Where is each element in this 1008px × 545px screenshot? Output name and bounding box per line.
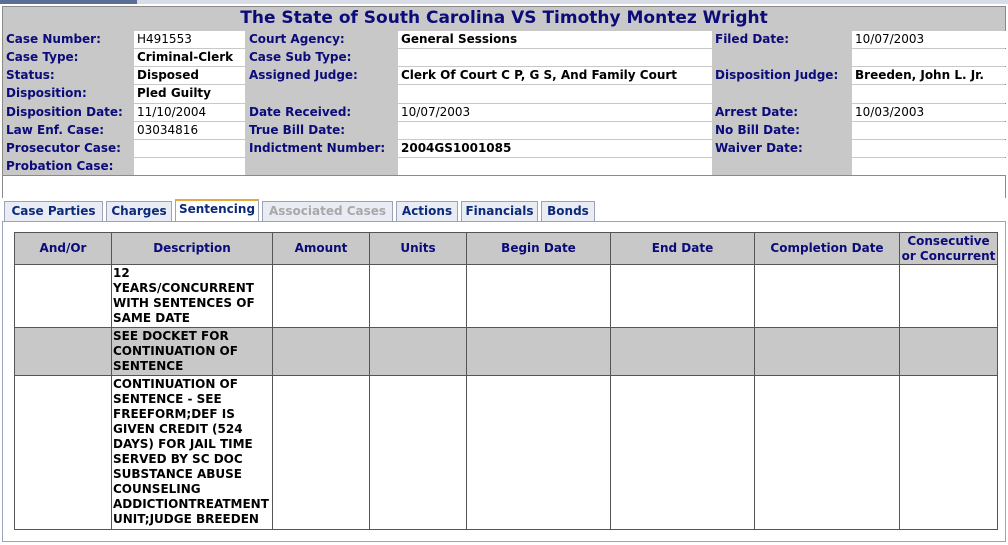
value-indictment-number: 2004GS1001085 xyxy=(398,140,715,157)
column-header-end-date: End Date xyxy=(611,233,755,265)
label-blank-1-2 xyxy=(712,49,852,66)
table-cell xyxy=(467,328,611,376)
sentence-description: CONTINUATION OF SENTENCE - SEE FREEFORM;DEF IS GIVEN CREDIT (524 DAYS) FOR JAIL TIME SERVED BY SC DOC SUBSTANCE ABUSE COUNSELING ADDICTIONTREATMENT UNIT;JUDGE BREEDEN xyxy=(112,376,273,530)
label-date-received: Date Received: xyxy=(246,104,398,121)
value-case-type: Criminal-Clerk xyxy=(134,49,245,66)
table-cell xyxy=(900,376,998,530)
column-header-and-or: And/Or xyxy=(15,233,112,265)
table-cell xyxy=(755,376,900,530)
table-cell xyxy=(611,265,755,328)
table-cell xyxy=(370,265,467,328)
value-blank-7-2 xyxy=(852,158,1007,175)
label-true-bill-date: True Bill Date: xyxy=(246,122,398,139)
column-header-units: Units xyxy=(370,233,467,265)
value-waiver-date xyxy=(852,140,1007,157)
sentence-description: SEE DOCKET FOR CONTINUATION OF SENTENCE xyxy=(112,328,273,376)
label-court-agency: Court Agency: xyxy=(246,31,398,48)
column-header-consecutive-or-concurrent: Consecutive or Concurrent xyxy=(900,233,998,265)
label-assigned-judge: Assigned Judge: xyxy=(246,67,398,84)
table-cell xyxy=(15,265,112,328)
label-law-enf-case: Law Enf. Case: xyxy=(3,122,134,139)
value-blank-7-1 xyxy=(398,158,715,175)
value-blank-3-1 xyxy=(398,85,715,103)
label-status: Status: xyxy=(3,67,134,84)
label-arrest-date: Arrest Date: xyxy=(712,104,852,121)
table-cell xyxy=(15,376,112,530)
table-row xyxy=(15,328,998,376)
value-disposition-judge: Breeden, John L. Jr. xyxy=(852,67,1007,84)
label-no-bill-date: No Bill Date: xyxy=(712,122,852,139)
table-cell xyxy=(755,265,900,328)
table-row xyxy=(15,265,998,328)
table-cell xyxy=(273,265,370,328)
tab-case-parties[interactable]: Case Parties xyxy=(4,201,103,221)
value-case-number: H491553 xyxy=(134,31,245,48)
value-date-received: 10/07/2003 xyxy=(398,104,715,121)
label-prosecutor-case: Prosecutor Case: xyxy=(3,140,134,157)
tab-actions[interactable]: Actions xyxy=(396,201,458,221)
tab-sentencing[interactable]: Sentencing xyxy=(175,199,259,221)
table-cell xyxy=(900,265,998,328)
table-cell xyxy=(467,376,611,530)
column-header-begin-date: Begin Date xyxy=(467,233,611,265)
table-cell xyxy=(467,265,611,328)
column-header-completion-date: Completion Date xyxy=(755,233,900,265)
table-cell xyxy=(273,376,370,530)
value-blank-1-2 xyxy=(852,49,1007,66)
label-case-sub-type: Case Sub Type: xyxy=(246,49,398,66)
case-title: The State of South Carolina VS Timothy Montez Wright xyxy=(240,8,768,28)
table-cell xyxy=(611,328,755,376)
value-case-sub-type xyxy=(398,49,715,66)
tab-financials[interactable]: Financials xyxy=(461,201,538,221)
top-strip-tab xyxy=(0,0,137,4)
label-case-type: Case Type: xyxy=(3,49,134,66)
column-header-description: Description xyxy=(112,233,273,265)
value-court-agency: General Sessions xyxy=(398,31,715,48)
value-blank-3-2 xyxy=(852,85,1007,103)
spacer xyxy=(2,176,1006,198)
tab-bonds[interactable]: Bonds xyxy=(541,201,595,221)
tab-charges[interactable]: Charges xyxy=(106,201,172,221)
table-cell xyxy=(370,376,467,530)
tab-associated-cases: Associated Cases xyxy=(262,201,393,221)
label-filed-date: Filed Date: xyxy=(712,31,852,48)
label-disposition: Disposition: xyxy=(3,85,134,103)
table-cell xyxy=(611,376,755,530)
label-case-number: Case Number: xyxy=(3,31,134,48)
label-disposition-date: Disposition Date: xyxy=(3,104,134,121)
value-arrest-date: 10/03/2003 xyxy=(852,104,1007,121)
label-blank-3-1 xyxy=(246,85,398,103)
value-no-bill-date xyxy=(852,122,1007,139)
top-strip xyxy=(0,0,1008,4)
table-cell xyxy=(370,328,467,376)
label-disposition-judge: Disposition Judge: xyxy=(712,67,852,84)
label-probation-case: Probation Case: xyxy=(3,158,134,175)
table-row xyxy=(15,376,998,530)
value-law-enf-case: 03034816 xyxy=(134,122,245,139)
value-filed-date: 10/07/2003 xyxy=(852,31,1007,48)
value-status: Disposed xyxy=(134,67,245,84)
column-header-amount: Amount xyxy=(273,233,370,265)
label-blank-7-1 xyxy=(246,158,398,175)
table-cell xyxy=(900,328,998,376)
label-blank-7-2 xyxy=(712,158,852,175)
value-prosecutor-case xyxy=(134,140,245,157)
value-true-bill-date xyxy=(398,122,715,139)
value-disposition-date: 11/10/2004 xyxy=(134,104,245,121)
sentence-description: 12 YEARS/CONCURRENT WITH SENTENCES OF SAME DATE xyxy=(112,265,273,328)
value-probation-case xyxy=(134,158,245,175)
table-cell xyxy=(15,328,112,376)
case-info-panel xyxy=(2,6,1006,176)
label-blank-3-2 xyxy=(712,85,852,103)
sentencing-table xyxy=(14,232,998,530)
value-disposition: Pled Guilty xyxy=(134,85,245,103)
label-waiver-date: Waiver Date: xyxy=(712,140,852,157)
table-cell xyxy=(273,328,370,376)
table-cell xyxy=(755,328,900,376)
value-assigned-judge: Clerk Of Court C P, G S, And Family Court xyxy=(398,67,715,84)
label-indictment-number: Indictment Number: xyxy=(246,140,398,157)
